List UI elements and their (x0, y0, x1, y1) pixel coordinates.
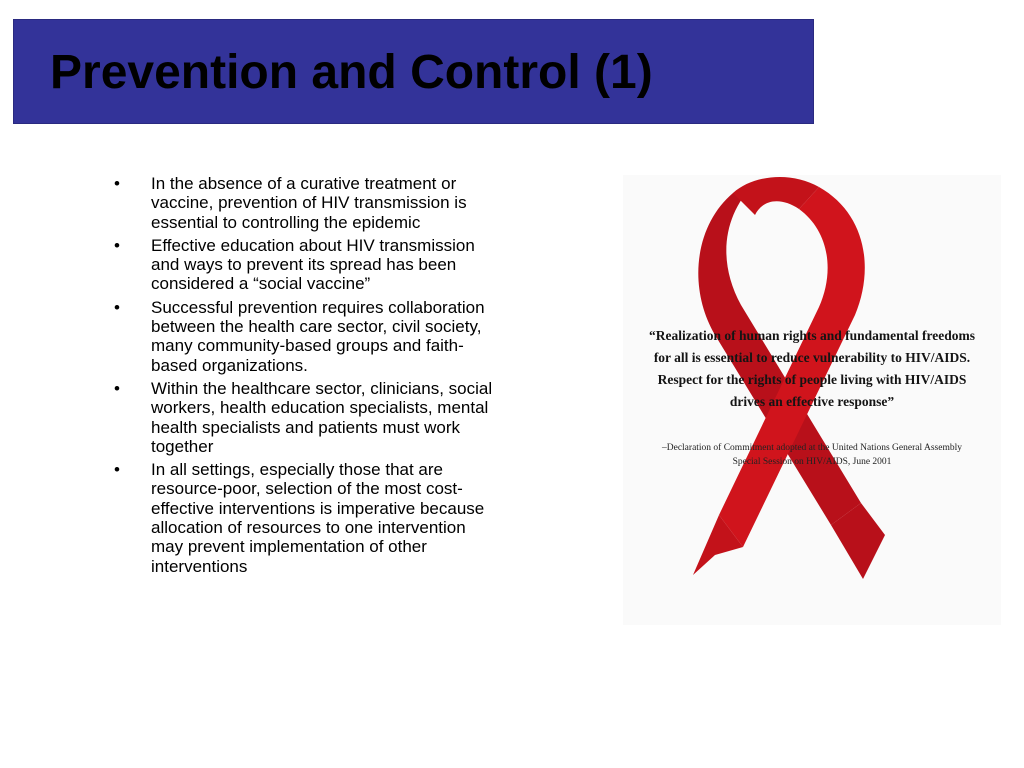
bullet-item (108, 298, 500, 375)
bullet-marker: • (114, 460, 120, 480)
bullet-text: Within the healthcare sector, clinicians, social workers, health education specialists, mental health specialists and patients must work together (151, 378, 493, 456)
bullet-marker: • (114, 174, 120, 193)
bullet-text: In all settings, especially those that are resource-poor, selection of the most cost-effective interventions is imperative because allocation of resources to one intervention may prevent implementation of other interventions (151, 460, 485, 576)
bullet-marker: • (114, 235, 120, 255)
bullet-item (108, 460, 500, 576)
quote-text: “Realization of human rights and fundamental freedoms for all is essential to reduce vulnerability to HIV/AIDS. Respect for the rights of people living with HIV/AIDS drives an effective response” (648, 328, 976, 409)
bullet-text: Successful prevention requires collaboration between the health care sector, civil society, many community-based groups and faith-based organizations. (151, 297, 485, 375)
quote-citation: –Declaration of Commitment adopted at the United Nations General Assembly Special Session on HIV/AIDS, June 2001 (662, 443, 962, 467)
bullet-list (108, 174, 500, 580)
bullet-text: In the absence of a curative treatment or vaccine, prevention of HIV transmission is essential to controlling the epidemic (151, 174, 467, 232)
bullet-item (108, 379, 500, 456)
bullet-marker: • (114, 297, 120, 317)
title-bar (13, 19, 814, 124)
bullet-item (108, 174, 500, 232)
bullet-item (108, 236, 500, 294)
bullet-marker: • (114, 378, 120, 398)
red-ribbon-figure (623, 175, 1001, 625)
bullet-text: Effective education about HIV transmission and ways to prevent its spread has been considered a “social vaccine” (151, 235, 475, 294)
slide-title: Prevention and Control (1) (50, 46, 653, 99)
